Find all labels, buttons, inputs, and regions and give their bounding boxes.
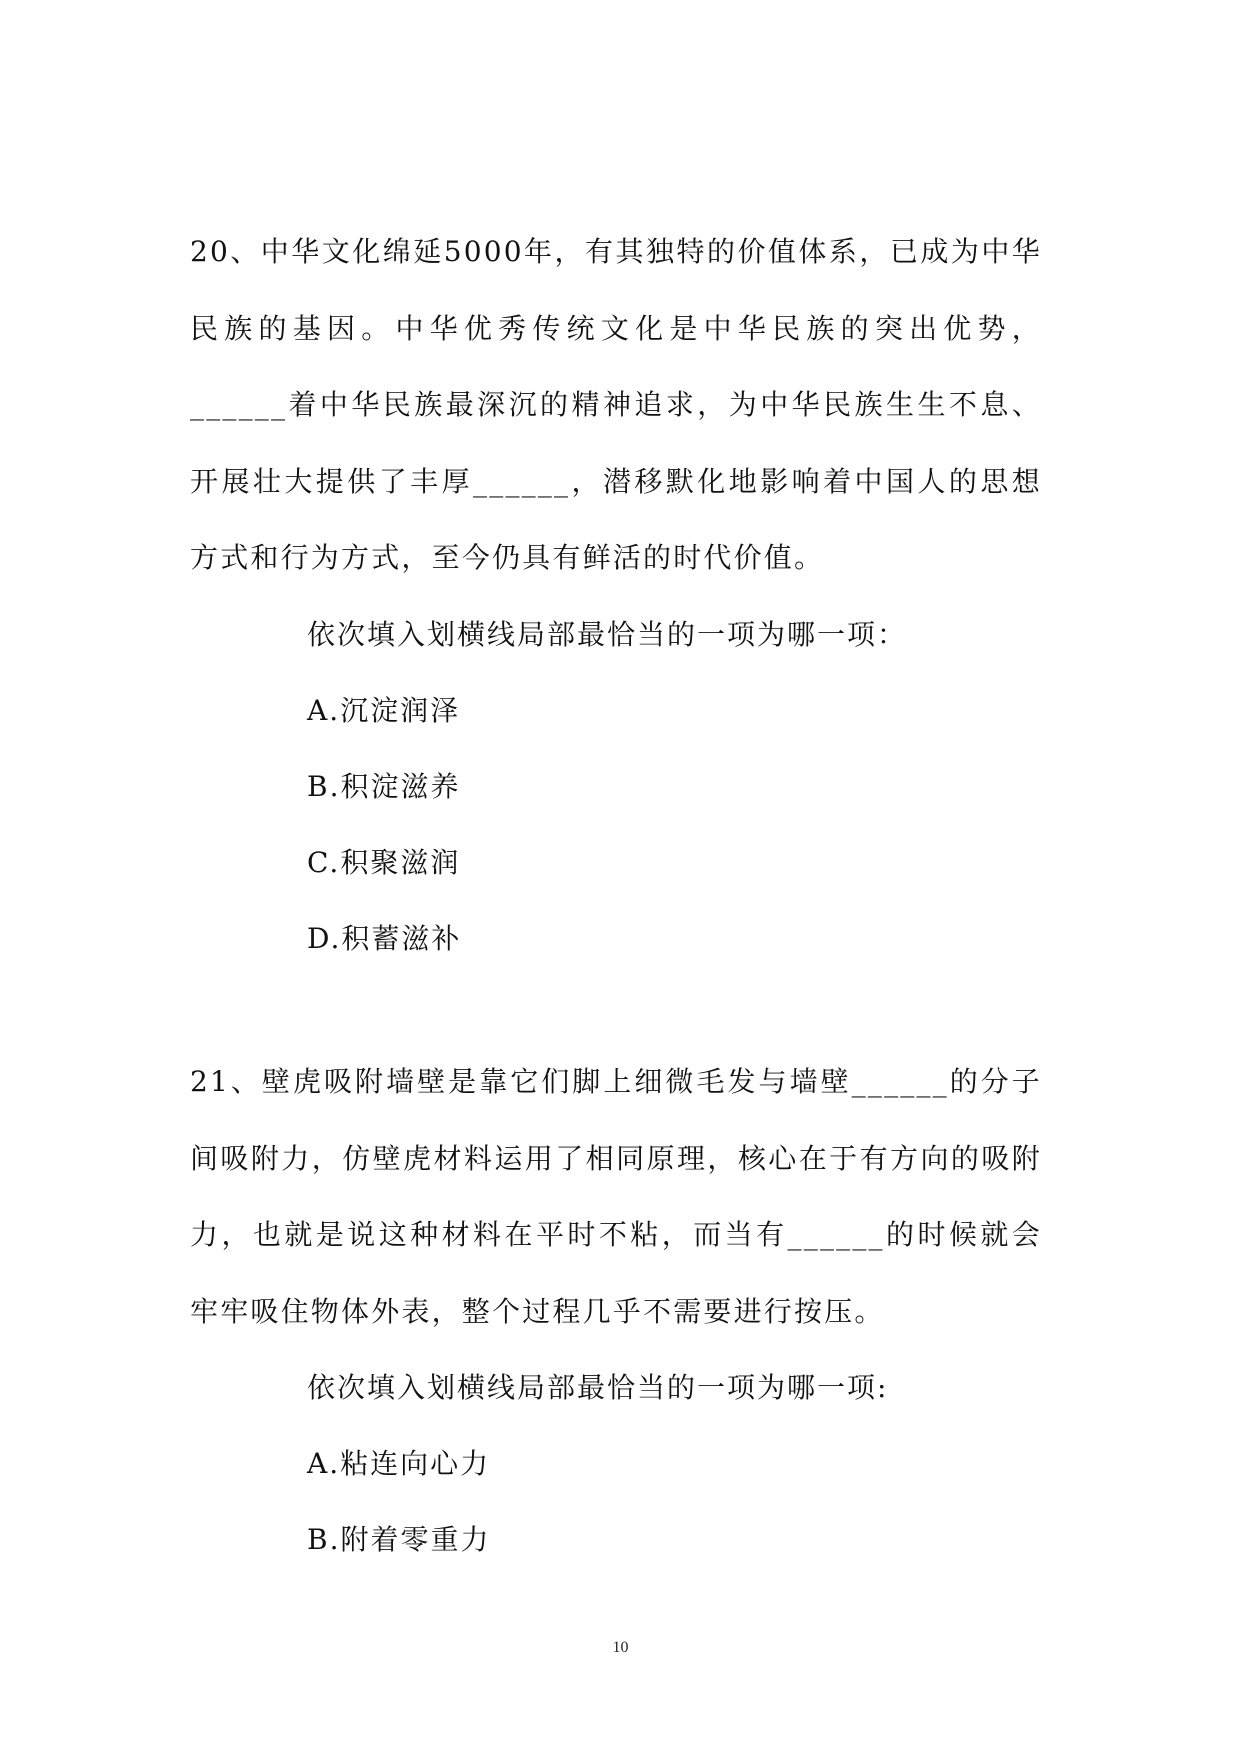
- question-stem: 21、壁虎吸附墙壁是靠它们脚上细微毛发与墙壁______的分子间吸附力，仿壁虎材料运用了相同原理，核心在于有方向的吸附力，也就是说这种材料在平时不粘，而当有______的时候就会牢牢吸住物体外表，整个过程几乎不需要进行按压。: [190, 1065, 1042, 1328]
- question-instruction: 依次填入划横线局部最恰当的一项为哪一项：: [307, 617, 908, 651]
- option-c: C.积聚滋润: [307, 845, 461, 879]
- question-20: [190, 214, 1042, 977]
- question-stem: 20、中华文化绵延5000年，有其独特的价值体系，已成为中华民族的基因。中华优秀传统文化是中华民族的突出优势，______着中华民族最深沉的精神追求，为中华民族生生不息、开展壮大提供了丰厚______，潜移默化地影响着中国人的思想方式和行为方式，至今仍具有鲜活的时代价值。: [190, 235, 1042, 574]
- option-a: A.沉淀润泽: [307, 693, 461, 727]
- option-a: A.粘连向心力: [307, 1447, 491, 1480]
- question-21: [190, 1044, 1042, 1578]
- option-d: D.积蓄滋补: [307, 921, 462, 955]
- option-b: B.附着零重力: [307, 1523, 491, 1556]
- option-b: B.积淀滋养: [307, 769, 461, 803]
- question-instruction: 依次填入划横线局部最恰当的一项为哪一项:: [307, 1371, 889, 1404]
- page-number: 10: [612, 1639, 629, 1656]
